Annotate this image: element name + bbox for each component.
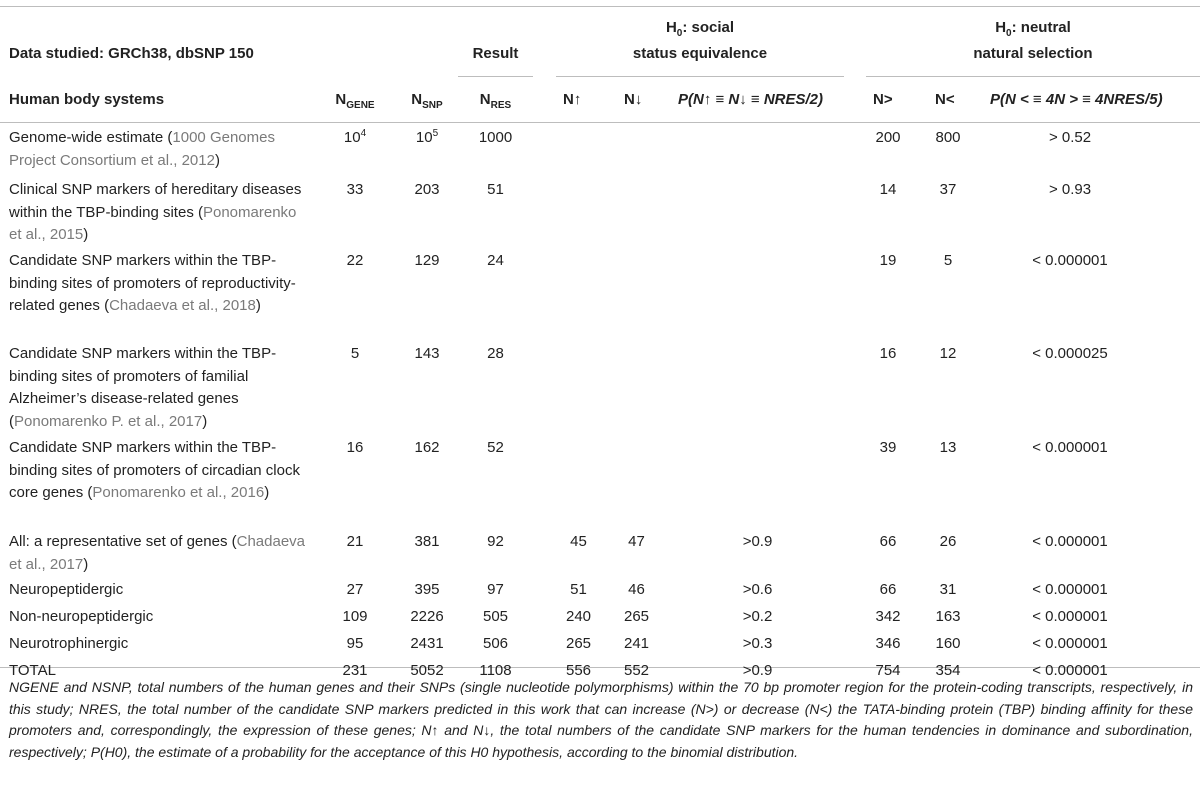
- row-label: Genome-wide estimate (1000 Genomes Project Consortium et al., 2012): [9, 129, 275, 169]
- row-label: TOTAL: [9, 662, 56, 679]
- cell-nres: 97: [487, 581, 504, 598]
- cell-nsnp: 129: [414, 252, 440, 269]
- cell-ngene: 5: [350, 345, 360, 362]
- col-header-p-neutral: P(N < ≡ 4N > ≡ 4NRES/5): [990, 91, 1163, 108]
- cell-ndown: 241: [623, 635, 650, 652]
- col-header-nlt: N<: [935, 91, 955, 108]
- cell-nres: 506: [482, 635, 509, 652]
- cell-ngt: 16: [879, 345, 897, 362]
- cell-p-neutral: < 0.000001: [1032, 252, 1108, 269]
- col-header-p-social: P(N↑ ≡ N↓ ≡ NRES/2): [678, 91, 824, 108]
- cell-ngt: 754: [875, 662, 901, 679]
- col-header-ngt: N>: [873, 91, 893, 108]
- cell-nsnp: 395: [414, 581, 440, 598]
- cell-ndown: 552: [623, 662, 650, 679]
- social-group-rule: [556, 76, 844, 77]
- col-header-nres: $N_{RES}$: [479, 91, 512, 111]
- cell-nlt: 800: [935, 129, 961, 146]
- col-header-nsnp: $N_{SNP}$: [411, 91, 443, 111]
- cell-nres: 1108: [479, 662, 512, 679]
- cell-nlt: 37: [939, 181, 957, 198]
- cell-p-neutral: < 0.000001: [1032, 439, 1108, 456]
- cell-nup: 51: [570, 581, 587, 598]
- cell-ngt: 200: [875, 129, 901, 146]
- cell-nsnp: 203: [414, 181, 440, 198]
- cell-nup: 45: [570, 533, 587, 550]
- cell-ngt: 14: [879, 181, 897, 198]
- cell-nup: 265: [565, 635, 592, 652]
- cell-p-neutral: < 0.000001: [1032, 662, 1108, 679]
- cell-nsnp: 5052: [410, 662, 444, 679]
- neutral-group-rule: [866, 76, 1200, 77]
- cell-nres: 52: [487, 439, 504, 456]
- h0-neutral-heading: $H_0$: neutral: [995, 19, 1071, 39]
- row-label: Clinical SNP markers of hereditary diseases within the TBP-binding sites (Ponomarenko et al., 2015): [9, 181, 302, 243]
- cell-ngene: 16: [346, 439, 364, 456]
- citation-link[interactable]: 1000 Genomes Project Consortium et al., 2012: [9, 129, 275, 169]
- cell-ngene: 95: [346, 635, 364, 652]
- cell-nsnp: 143: [414, 345, 440, 362]
- cell-p-social: >0.6: [742, 581, 773, 598]
- cell-p-social: >0.9: [742, 533, 773, 550]
- cell-nlt: 5: [943, 252, 953, 269]
- cell-p-neutral: > 0.93: [1048, 181, 1092, 198]
- cell-nlt: 163: [935, 608, 961, 625]
- cell-ngene: 33: [346, 181, 364, 198]
- row-label: All: a representative set of genes (Chadaeva et al., 2017): [9, 533, 306, 573]
- cell-nres: 505: [482, 608, 509, 625]
- citation-link[interactable]: Ponomarenko et al., 2016: [92, 484, 265, 501]
- header-bottom-rule: [0, 122, 1200, 123]
- cell-ngene: 109: [342, 608, 368, 625]
- h0-social-heading: $H_0$: social: [665, 19, 735, 39]
- cell-ngene: $10^4$: [343, 128, 367, 146]
- cell-nlt: 13: [939, 439, 957, 456]
- cell-nlt: 12: [939, 345, 957, 362]
- cell-ngt: 66: [879, 533, 897, 550]
- col-header-ndown: N↓: [624, 91, 643, 108]
- cell-p-neutral: < 0.000001: [1032, 533, 1108, 550]
- result-group-rule: [458, 76, 533, 77]
- table-top-rule: [0, 6, 1200, 7]
- row-label: Neuropeptidergic: [9, 581, 124, 598]
- cell-ngene: 231: [342, 662, 368, 679]
- cell-p-neutral: < 0.000001: [1032, 635, 1108, 652]
- row-label: Candidate SNP markers within the TBP-binding sites of promoters of reproductivity-related genes (Chadaeva et al., 2018): [9, 252, 296, 314]
- cell-p-neutral: < 0.000001: [1032, 581, 1108, 598]
- data-studied-heading: Data studied: GRCh38, dbSNP 150: [9, 45, 254, 62]
- cell-ngt: 66: [879, 581, 897, 598]
- cell-nlt: 26: [939, 533, 957, 550]
- cell-nsnp: 2431: [410, 635, 444, 652]
- cell-p-social: >0.2: [742, 608, 773, 625]
- citation-link[interactable]: Ponomarenko et al., 2015: [9, 203, 297, 243]
- cell-ndown: 47: [628, 533, 645, 550]
- cell-p-neutral: < 0.000001: [1032, 608, 1108, 625]
- cell-ngene: 27: [346, 581, 364, 598]
- cell-nsnp: $10^5$: [415, 128, 439, 146]
- col-header-systems: Human body systems: [9, 91, 165, 108]
- cell-nres: 1000: [478, 129, 513, 146]
- col-header-nup: N↑: [563, 91, 582, 108]
- cell-nres: 24: [487, 252, 504, 269]
- table-footnote: NGENE and NSNP, total numbers of the human genes and their SNPs (single nucleotide polymorphisms) within the 70 bp promoter region for the protein-coding transcripts, respectively, in this study; NRES, the total number of the candidate SNP markers predicted in this work that can increase (N>) or decrease (N<) the TATA-binding protein (TBP) binding affinity for these promoters and, correspondingly, the expression of these genes; N↑ and N↓, the total numbers of the candidate SNP markers for the human tendencies in dominance and subordination, respectively; P(H0), the estimate of a probability for the acceptance of this H0 hypothesis, according to the binomial distribution.: [9, 679, 1193, 760]
- cell-nsnp: 2226: [410, 608, 444, 625]
- cell-ngene: 22: [346, 252, 364, 269]
- col-header-ngene: $N_{GENE}$: [335, 91, 375, 111]
- cell-p-neutral: < 0.000025: [1032, 345, 1108, 362]
- citation-link[interactable]: Ponomarenko P. et al., 2017: [14, 412, 203, 430]
- cell-nup: 556: [565, 662, 592, 679]
- cell-ngt: 346: [875, 635, 901, 652]
- row-label: Candidate SNP markers within the TBP-binding sites of promoters of familial Alzheimer’s disease-related genes (Ponomarenko P. et al., 2017): [9, 345, 277, 430]
- cell-ndown: 46: [628, 581, 645, 598]
- cell-p-neutral: > 0.52: [1048, 129, 1092, 146]
- cell-nlt: 354: [935, 662, 961, 679]
- result-heading: Result: [472, 45, 519, 62]
- row-label: Neurotrophinergic: [9, 635, 129, 652]
- cell-p-social: >0.9: [742, 662, 773, 679]
- h0-neutral-heading-line2: natural selection: [973, 45, 1093, 62]
- cell-nup: 240: [565, 608, 592, 625]
- cell-ngt: 39: [879, 439, 897, 456]
- cell-nsnp: 162: [414, 439, 440, 456]
- cell-ngene: 21: [346, 533, 364, 550]
- cell-nres: 28: [487, 345, 504, 362]
- row-label: Candidate SNP markers within the TBP-binding sites of promoters of circadian clock core genes (Ponomarenko et al., 2016): [9, 439, 300, 501]
- cell-nsnp: 381: [414, 533, 440, 550]
- citation-link[interactable]: Chadaeva et al., 2017: [9, 533, 306, 573]
- cell-ngt: 19: [879, 252, 897, 269]
- row-label: Non-neuropeptidergic: [9, 608, 154, 625]
- cell-nres: 92: [487, 533, 504, 550]
- h0-social-heading-line2: status equivalence: [632, 45, 768, 62]
- cell-nlt: 31: [939, 581, 957, 598]
- cell-nres: 51: [487, 181, 504, 198]
- cell-p-social: >0.3: [742, 635, 773, 652]
- cell-ngt: 342: [875, 608, 901, 625]
- citation-link[interactable]: Chadaeva et al., 2018: [109, 297, 256, 314]
- cell-ndown: 265: [623, 608, 650, 625]
- cell-nlt: 160: [935, 635, 961, 652]
